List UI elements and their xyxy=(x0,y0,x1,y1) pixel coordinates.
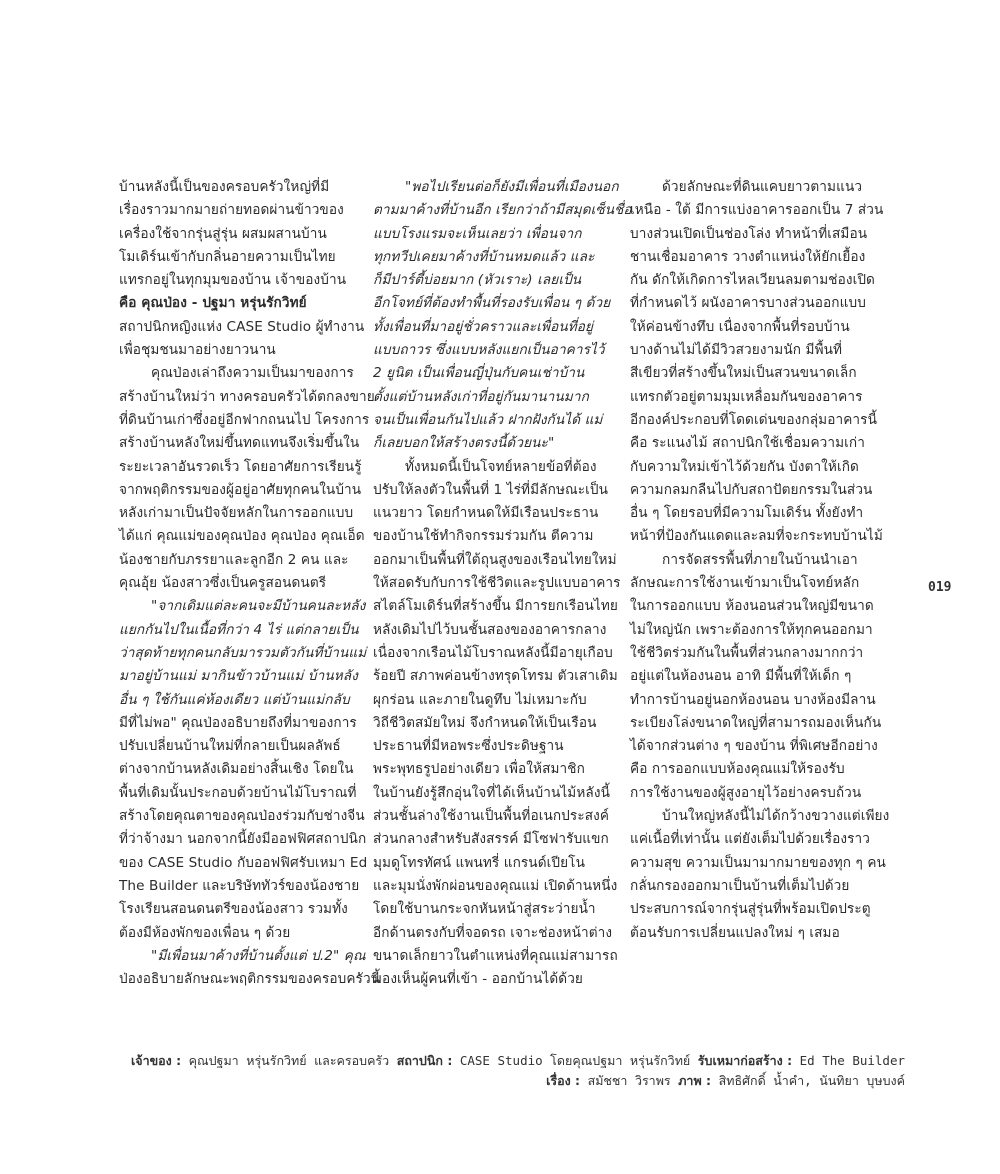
text-line: อื่น ๆ ใช้กันแค่ห้องเดียว แต่บ้านแม่กลับ xyxy=(119,691,350,708)
architect-label: สถาปนิก : xyxy=(396,1053,453,1068)
text-line: ประธานที่มีหอพระซึ่งประดิษฐาน xyxy=(373,738,564,755)
text-line: แนวยาว โดยกำหนดให้มีเรือนประธาน xyxy=(373,505,599,522)
credits-line-1 xyxy=(131,1051,905,1071)
text-line: สถาปนิกหญิงแห่ง CASE Studio ผู้ทำงาน xyxy=(119,318,365,335)
text-line: ส่วนชั้นล่างใช้งานเป็นพื้นที่อเนกประสงค์ xyxy=(373,808,610,825)
photo-value: สิทธิศักดิ์ น้ำคำ, นันทิยา บุษบงค์ xyxy=(718,1073,905,1088)
text-line: โมเดิร์นเข้ากับกลิ่นอายความเป็นไทย xyxy=(119,248,336,265)
text-line: สร้างโดยคุณตาของคุณป่องร่วมกับช่างจีน xyxy=(119,808,365,825)
text-line: เรื่องราวมากมายถ่ายทอดผ่านข้าวของ xyxy=(119,202,344,219)
text-line: "พอไปเรียนต่อก็ยังมีเพื่อนที่เมืองนอก xyxy=(405,179,619,195)
text-line: กลั่นกรองออกมาเป็นบ้านที่เต็มไปด้วย xyxy=(630,877,850,894)
text-line: ระเบียงโล่งขนาดใหญ่ที่สามารถมองเห็นกัน xyxy=(630,714,882,731)
text-line: แทรกตัวอยู่ตามมุมเหลื่อมกันของอาคาร xyxy=(630,388,863,405)
article-column-middle xyxy=(373,176,632,991)
text-line: เครื่องใช้จากรุ่นสู่รุ่น ผสมผสานบ้าน xyxy=(119,225,327,242)
text-line: หลังเก่ามาเป็นปัจจัยหลักในการออกแบบ xyxy=(119,505,354,522)
text-line: ไม่ใหญ่นัก เพราะต้องการให้ทุกคนออกมา xyxy=(630,621,873,638)
text-line: สร้างบ้านหลังใหม่ขึ้นทดแทนจึงเริ่มขึ้นใน xyxy=(119,435,360,452)
photo-label: ภาพ : xyxy=(678,1073,712,1088)
text-line: แบบโรงแรมจะเห็นเลยว่า เพื่อนจาก xyxy=(373,225,582,242)
text-line: จนเป็นเพื่อนกันไปแล้ว ฝากฝังกันได้ แม่ xyxy=(373,411,603,428)
text-line: ชานเชื่อมอาคาร วางตำแหน่งให้ยักเยื้อง xyxy=(630,248,866,265)
text-line: มองเห็นผู้คนที่เข้า - ออกบ้านได้ด้วย xyxy=(373,971,583,988)
text-line: ใช้ชีวิตร่วมกันในพื้นที่ส่วนกลางมากกว่า xyxy=(630,644,864,661)
text-line: กับความใหม่เข้าไว้ด้วยกัน บังตาให้เกิด xyxy=(630,458,859,475)
text-line: คุณป่องเล่าถึงความเป็นมาของการ xyxy=(151,365,354,382)
text-line: อีกโจทย์ที่ต้องทำพื้นที่รองรับเพื่อน ๆ ด้วย xyxy=(373,295,611,312)
text-line: "มีเพื่อนมาค้างที่บ้านตั้งแต่ ป.2" คุณ xyxy=(151,947,366,964)
text-line: มีที่ไม่พอ" คุณป่องอธิบายถึงที่มาของการ xyxy=(119,714,357,731)
text-line: มาอยู่บ้านแม่ มากินข้าวบ้านแม่ บ้านหลัง xyxy=(119,668,358,685)
contractor-value: Ed The Builder xyxy=(799,1053,905,1068)
text-line: ของ CASE Studio กับออฟฟิศรับเหมา Ed xyxy=(119,854,368,871)
story-value: สมัชชา วิราพร xyxy=(587,1073,671,1088)
owner-value: คุณปฐมา หรุ่นรักวิทย์ และครอบครัว xyxy=(188,1053,390,1068)
text-line: ในการออกแบบ ห้องนอนส่วนใหญ่มีขนาด xyxy=(630,598,874,615)
text-line: อื่น ๆ โดยรอบที่มีความโมเดิร์น ทั้งยังทำ xyxy=(630,505,864,522)
text-line: ด้วยลักษณะที่ดินแคบยาวตามแนว xyxy=(662,179,863,195)
text-line: วิถีชีวิตสมัยใหม่ จึงกำหนดให้เป็นเรือน xyxy=(373,714,597,731)
text-line: อยู่แต่ในห้องนอน อาทิ มีพื้นที่ให้เด็ก ๆ xyxy=(630,668,852,685)
text-line: ขนาดเล็กยาวในตำแหน่งที่คุณแม่สามารถ xyxy=(373,947,618,964)
text-line: มุมดูโทรทัศน์ แพนทรี่ แกรนด์เปียโน xyxy=(373,854,585,871)
text-line: คือ การออกแบบห้องคุณแม่ให้รองรับ xyxy=(630,761,845,778)
contractor-label: รับเหมาก่อสร้าง : xyxy=(697,1053,793,1068)
text-line: โดยใช้บานกระจกหันหน้าสู่สระว่ายน้ำ xyxy=(373,901,596,918)
text-line: หลังเดิมไปไว้บนชั้นสองของอาคารกลาง xyxy=(373,621,607,638)
text-line: แบบถาวร ซึ่งแบบหลังแยกเป็นอาคารไว้ xyxy=(373,342,605,359)
text-line: ในบ้านยังรู้สึกอุ่นใจที่ได้เห็นบ้านไม้หลังนี้ xyxy=(373,784,610,801)
text-line: ก็มีปาร์ตี้บ่อยมาก (หัวเราะ) เลยเป็น xyxy=(373,272,582,289)
text-line: ได้จากส่วนต่าง ๆ ของบ้าน ที่พิเศษอีกอย่าง xyxy=(630,738,878,755)
text-line: ทั้งเพื่อนที่มาอยู่ชั่วคราวและเพื่อนที่อยู่ xyxy=(373,318,594,335)
text-line: ผุกร่อน และภายในดูทึบ ไม่เหมาะกับ xyxy=(373,691,587,708)
text-line: The Builder และบริษัททัวร์ของน้องชาย xyxy=(119,877,360,894)
text-line: เพื่อชุมชนมาอย่างยาวนาน xyxy=(119,342,276,359)
text-line: ออกมาเป็นพื้นที่ใต้ถุนสูงของเรือนไทยใหม่ xyxy=(373,551,617,568)
text-line: คือ ระแนงไม้ สถาปนิกใช้เชื่อมความเก่า xyxy=(630,435,865,452)
text-line: ปรับให้ลงตัวในพื้นที่ 1 ไร่ที่มีลักษณะเป็น xyxy=(373,481,608,498)
text-line: คุณอุ้ย น้องสาวซึ่งเป็นครูสอนดนตรี xyxy=(119,575,327,592)
article-column-right xyxy=(630,176,888,945)
text-line: "จากเดิมแต่ละคนจะมีบ้านคนละหลัง xyxy=(151,598,366,615)
text-line: หน้าที่ป้องกันแดดและลมที่จะกระทบบ้านไม้ xyxy=(630,528,883,545)
text-line: สร้างบ้านใหม่ว่า ทางครอบครัวได้ตกลงขาย xyxy=(119,388,375,405)
text-line: แค่เนื้อที่เท่านั้น แต่ยังเต็มไปด้วยเรื่องราว xyxy=(630,831,871,848)
text-line: จากพฤติกรรมของผู้อยู่อาศัยทุกคนในบ้าน xyxy=(119,481,362,498)
text-line: ตั้งแต่บ้านหลังเก่าที่อยู่กันมานานมาก xyxy=(373,388,589,405)
owner-label: เจ้าของ : xyxy=(131,1053,182,1068)
text-line: ทั้งหมดนี้เป็นโจทย์หลายข้อที่ต้อง xyxy=(405,458,597,475)
article-column-left xyxy=(119,176,381,991)
text-line: ร้อยปี สภาพค่อนข้างทรุดโทรม ตัวเสาเดิม xyxy=(373,668,618,685)
text-line: ตามมาค้างที่บ้านอีก เรียกว่าถ้ามีสมุดเซ็นชื่อ xyxy=(373,202,632,219)
text-line: บ้านหลังนี้เป็นของครอบครัวใหญ่ที่มี xyxy=(119,179,330,195)
text-line: ก็เลยบอกให้สร้างตรงนี้ด้วยนะ" xyxy=(373,435,555,452)
text-line: ว่าสุดท้ายทุกคนกลับมารวมตัวกันที่บ้านแม่ xyxy=(119,644,367,661)
text-line: ทำการบ้านอยู่นอกห้องนอน บางห้องมีลาน xyxy=(630,691,876,708)
text-line: ระยะเวลาอันรวดเร็ว โดยอาศัยการเรียนรู้ xyxy=(119,458,362,475)
text-line: ที่กำหนดไว้ ผนังอาคารบางส่วนออกแบบ xyxy=(630,295,866,312)
text-line: อีกองค์ประกอบที่โดดเด่นของกลุ่มอาคารนี้ xyxy=(630,411,877,428)
text-line: ปรับเปลี่ยนบ้านใหม่ที่กลายเป็นผลลัพธ์ xyxy=(119,738,341,755)
text-line: บางส่วนเปิดเป็นช่องโล่ง ทำหน้าที่เสมือน xyxy=(630,225,868,242)
text-line: อีกด้านตรงกับที่จอดรถ เจาะช่องหน้าต่าง xyxy=(373,924,613,941)
text-line: โรงเรียนสอนดนตรีของน้องสาว รวมทั้ง xyxy=(119,901,348,918)
text-line: ได้แก่ คุณแม่ของคุณป่อง คุณป่อง คุณเอ็ด xyxy=(119,528,365,545)
text-line: ให้สอดรับกับการใช้ชีวิตและรูปแบบอาคาร xyxy=(373,575,621,592)
text-line: ความกลมกลืนไปกับสถาปัตยกรรมในส่วน xyxy=(630,481,873,498)
text-line: แทรกอยู่ในทุกมุมของบ้าน เจ้าของบ้าน xyxy=(119,272,347,289)
text-line: พระพุทธรูปอย่างเดียว เพื่อให้สมาชิก xyxy=(373,761,585,778)
text-line: พื้นที่เดิมนั้นประกอบด้วยบ้านไม้โบราณที่ xyxy=(119,784,357,801)
text-line: เหนือ - ใต้ มีการแบ่งอาคารออกเป็น 7 ส่วน xyxy=(630,202,884,219)
text-line: ต้อนรับการเปลี่ยนแปลงใหม่ ๆ เสมอ xyxy=(630,924,840,941)
text-line: ให้ค่อนข้างทึบ เนื่องจากพื้นที่รอบบ้าน xyxy=(630,318,850,335)
text-line: น้องชายกับภรรยาและลูกอีก 2 คน และ xyxy=(119,551,349,568)
text-line: ของบ้านใช้ทำกิจกรรมร่วมกัน ตีความ xyxy=(373,528,594,545)
text-line: ความสุข ความเป็นมามากมายของทุก ๆ คน xyxy=(630,854,886,871)
credits-line-2 xyxy=(546,1071,905,1091)
text-line: บ้านใหญ่หลังนี้ไม่ได้กว้างขวางแต่เพียง xyxy=(662,808,890,825)
text-line: การใช้งานของผู้สูงอายุไว้อย่างครบถ้วน xyxy=(630,784,862,801)
architect-value: CASE Studio โดยคุณปฐมา หรุ่นรักวิทย์ xyxy=(459,1053,691,1068)
text-line: ลักษณะการใช้งานเข้ามาเป็นโจทย์หลัก xyxy=(630,575,860,592)
text-line: สีเขียวที่สร้างขึ้นใหม่เป็นสวนขนาดเล็ก xyxy=(630,365,857,382)
text-line: ป่องอธิบายลักษณะพฤติกรรมของครอบครัวนี้ xyxy=(119,971,381,988)
text-line: บางด้านไม่ได้มีวิวสวยงามนัก มีพื้นที่ xyxy=(630,342,843,359)
text-line: 2 ยูนิต เป็นเพื่อนญี่ปุ่นกับคนเช่าบ้าน xyxy=(373,365,585,382)
text-line: ต้องมีห้องพักของเพื่อน ๆ ด้วย xyxy=(119,924,291,941)
page-number: 019 xyxy=(928,580,952,595)
text-line: และมุมนั่งพักผ่อนของคุณแม่ เปิดด้านหนึ่ง xyxy=(373,877,618,894)
text-line: เนื่องจากเรือนไม้โบราณหลังนี้มีอายุเกือบ xyxy=(373,644,613,661)
text-line: ประสบการณ์จากรุ่นสู่รุ่นที่พร้อมเปิดประตู xyxy=(630,901,871,918)
text-line: ที่ดินบ้านเก่าซึ่งอยู่อีกฟากถนนไป โครงการ xyxy=(119,411,370,428)
text-line: การจัดสรรพื้นที่ภายในบ้านนำเอา xyxy=(662,551,858,568)
text-line: กัน ดักให้เกิดการไหลเวียนลมตามช่องเปิด xyxy=(630,272,875,289)
text-line: ต่างจากบ้านหลังเดิมอย่างสิ้นเชิง โดยใน xyxy=(119,761,354,778)
text-line: ทุกทวีปเคยมาค้างที่บ้านหมดแล้ว และ xyxy=(373,248,595,265)
text-line: ที่ว่าจ้างมา นอกจากนี้ยังมีออฟฟิศสถาปนิก xyxy=(119,831,367,848)
text-line: คือ คุณป่อง - ปฐมา หรุ่นรักวิทย์ xyxy=(119,295,307,312)
text-line: สไตล์โมเดิร์นที่สร้างขึ้น มีการยกเรือนไทย xyxy=(373,598,618,615)
story-label: เรื่อง : xyxy=(546,1073,581,1088)
text-line: ส่วนกลางสำหรับสังสรรค์ มีโซฟารับแขก xyxy=(373,831,609,848)
text-line: แยกกันไปในเนื้อที่กว่า 4 ไร่ แต่กลายเป็น xyxy=(119,621,359,638)
